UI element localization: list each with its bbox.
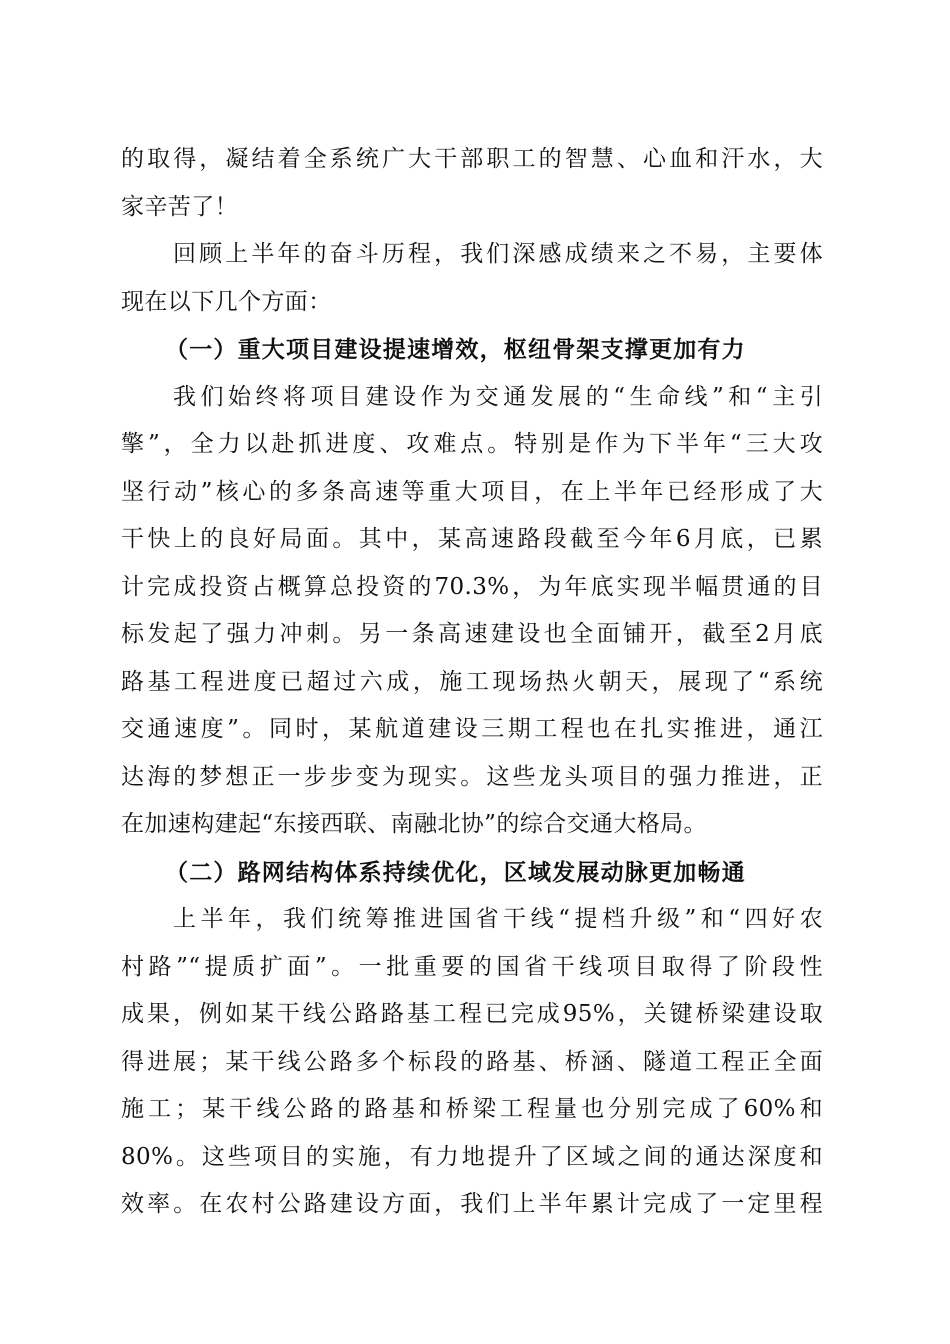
text-line: 计完成投资占概算总投资的70.3%，为年底实现半幅贯通的目	[121, 573, 823, 600]
document-body	[121, 136, 823, 1229]
text-line: 家辛苦了！	[121, 193, 238, 220]
text-line: 擎”，全力以赴抓进度、攻难点。特别是作为下半年“三大攻	[121, 431, 823, 457]
paragraph-first-line: 回顾上半年的奋斗历程，我们深感成绩来之不易，主要体	[173, 241, 823, 267]
paragraph-first-line: 上半年，我们统筹推进国省干线“提档升级”和“四好农	[173, 906, 823, 932]
paragraph-first-line: 我们始终将项目建设作为交通发展的“生命线”和“主引	[173, 383, 823, 410]
text-line: 的取得，凝结着全系统广大干部职工的智慧、心血和汗水，大	[121, 146, 823, 172]
text-line: 现在以下几个方面：	[121, 288, 332, 315]
text-line: 得进展；某干线公路多个标段的路基、桥涵、隧道工程正全面	[121, 1048, 823, 1075]
text-line: 成果，例如某干线公路路基工程已完成95%，关键桥梁建设取	[121, 1001, 823, 1027]
text-line: 交通速度”。同时，某航道建设三期工程也在扎实推进，通江	[121, 716, 823, 742]
text-line: 路基工程进度已超过六成，施工现场热火朝天，展现了“系统	[121, 668, 823, 695]
text-line: 标发起了强力冲刺。另一条高速建设也全面铺开，截至2月底	[121, 621, 823, 647]
text-line: 效率。在农村公路建设方面，我们上半年累计完成了一定里程	[121, 1191, 823, 1217]
text-line: 施工；某干线公路的路基和桥梁工程量也分别完成了60%和	[121, 1096, 823, 1122]
text-line: 干快上的良好局面。其中，某高速路段截至今年6月底，已累	[121, 526, 823, 552]
text-line: 坚行动”核心的多条高速等重大项目，在上半年已经形成了大	[121, 478, 823, 505]
text-line: 达海的梦想正一步步变为现实。这些龙头项目的强力推进，正	[121, 763, 823, 790]
text-line: 村路”“提质扩面”。一批重要的国省干线项目取得了阶段性	[121, 953, 823, 980]
section-heading: （一）重大项目建设提速增效，枢纽骨架支撑更加有力	[165, 336, 746, 363]
section-heading: （二）路网结构体系持续优化，区域发展动脉更加畅通	[165, 858, 746, 886]
text-line: 在加速构建起“东接西联、南融北协”的综合交通大格局。	[121, 811, 707, 837]
text-line: 80%。这些项目的实施，有力地提升了区域之间的通达深度和	[121, 1143, 823, 1170]
